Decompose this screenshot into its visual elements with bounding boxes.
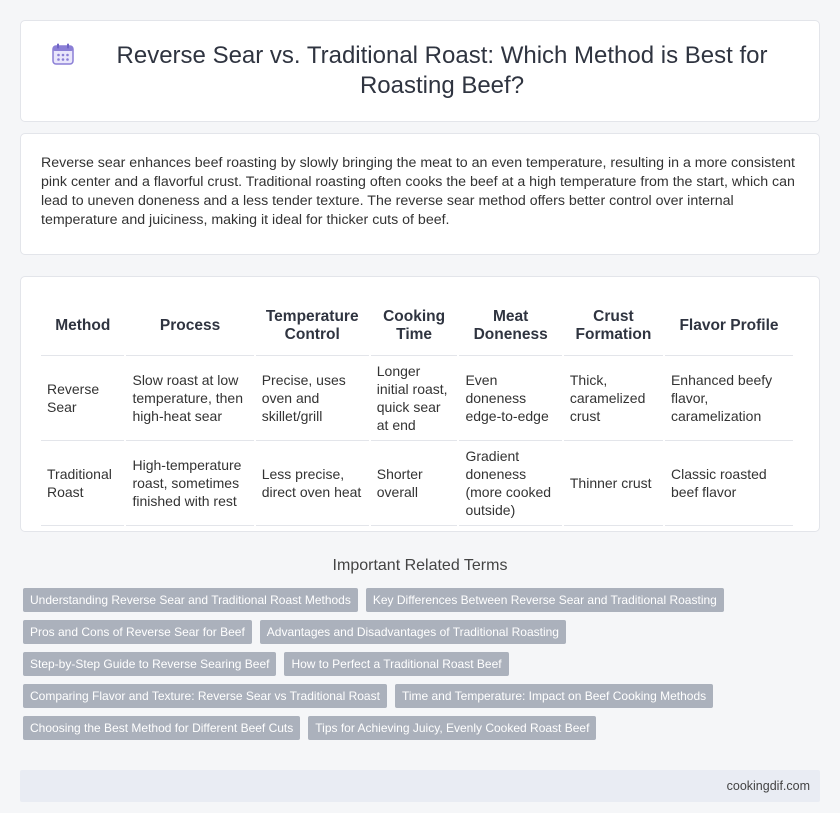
table-header: Crust Formation bbox=[564, 297, 663, 356]
table-header: Meat Doneness bbox=[459, 297, 561, 356]
table-header: Flavor Profile bbox=[665, 297, 793, 356]
related-term-tag[interactable]: Understanding Reverse Sear and Traditional Roast Methods bbox=[23, 588, 358, 612]
table-header: Method bbox=[41, 297, 124, 356]
related-term-tag[interactable]: Advantages and Disadvantages of Traditional Roasting bbox=[260, 620, 566, 644]
header-card bbox=[20, 20, 820, 122]
table-cell: Traditional Roast bbox=[41, 441, 124, 526]
table-cell: High-temperature roast, sometimes finished with rest bbox=[126, 441, 253, 526]
related-terms-tags bbox=[20, 588, 820, 740]
comparison-table bbox=[39, 297, 795, 526]
title-wrap bbox=[51, 41, 789, 101]
table-cell: Slow roast at low temperature, then high-heat sear bbox=[126, 356, 253, 441]
table-cell: Gradient doneness (more cooked outside) bbox=[459, 441, 561, 526]
table-cell: Precise, uses oven and skillet/grill bbox=[256, 356, 369, 441]
related-term-tag[interactable]: Tips for Achieving Juicy, Evenly Cooked Roast Beef bbox=[308, 716, 596, 740]
table-cell: Longer initial roast, quick sear at end bbox=[371, 356, 458, 441]
table-header: Process bbox=[126, 297, 253, 356]
table-cell: Shorter overall bbox=[371, 441, 458, 526]
related-term-tag[interactable]: Pros and Cons of Reverse Sear for Beef bbox=[23, 620, 252, 644]
related-term-tag[interactable]: Key Differences Between Reverse Sear and Traditional Roasting bbox=[366, 588, 724, 612]
calendar-icon bbox=[51, 42, 75, 66]
related-terms-title: Important Related Terms bbox=[332, 557, 508, 574]
table-cell: Reverse Sear bbox=[41, 356, 124, 441]
related-term-tag[interactable]: Comparing Flavor and Texture: Reverse Sear vs Traditional Roast bbox=[23, 684, 387, 708]
comparison-table-card bbox=[20, 276, 820, 532]
footer bbox=[20, 770, 820, 802]
related-term-tag[interactable]: Step-by-Step Guide to Reverse Searing Beef bbox=[23, 652, 276, 676]
table-header: Cooking Time bbox=[371, 297, 458, 356]
table-row bbox=[41, 441, 793, 526]
table-row bbox=[41, 356, 793, 441]
table-cell: Classic roasted beef flavor bbox=[665, 441, 793, 526]
footer-site-link[interactable]: cookingdif.com bbox=[726, 779, 810, 793]
table-cell: Less precise, direct oven heat bbox=[256, 441, 369, 526]
table-cell: Even doneness edge-to-edge bbox=[459, 356, 561, 441]
table-cell: Thick, caramelized crust bbox=[564, 356, 663, 441]
table-header-row bbox=[41, 297, 793, 356]
table-cell: Thinner crust bbox=[564, 441, 663, 526]
related-term-tag[interactable]: How to Perfect a Traditional Roast Beef bbox=[284, 652, 508, 676]
table-cell: Enhanced beefy flavor, caramelization bbox=[665, 356, 793, 441]
intro-text: Reverse sear enhances beef roasting by slowly bringing the meat to an even temperature, resulting in a more consistent pink center and a flavorful crust. Traditional roasting often cooks the beef at a high temperature from the start, which can lead to uneven doneness and a less tender texture. The reverse sear method offers better control over internal temperature and juiciness, making it ideal for thicker cuts of beef. bbox=[41, 155, 795, 228]
page-title: Reverse Sear vs. Traditional Roast: Which Method is Best for Roasting Beef? bbox=[116, 42, 768, 99]
related-terms-section bbox=[20, 554, 820, 740]
intro-card bbox=[20, 133, 820, 255]
related-term-tag[interactable]: Choosing the Best Method for Different Beef Cuts bbox=[23, 716, 300, 740]
related-term-tag[interactable]: Time and Temperature: Impact on Beef Cooking Methods bbox=[395, 684, 713, 708]
table-header: Temperature Control bbox=[256, 297, 369, 356]
page bbox=[0, 20, 840, 813]
